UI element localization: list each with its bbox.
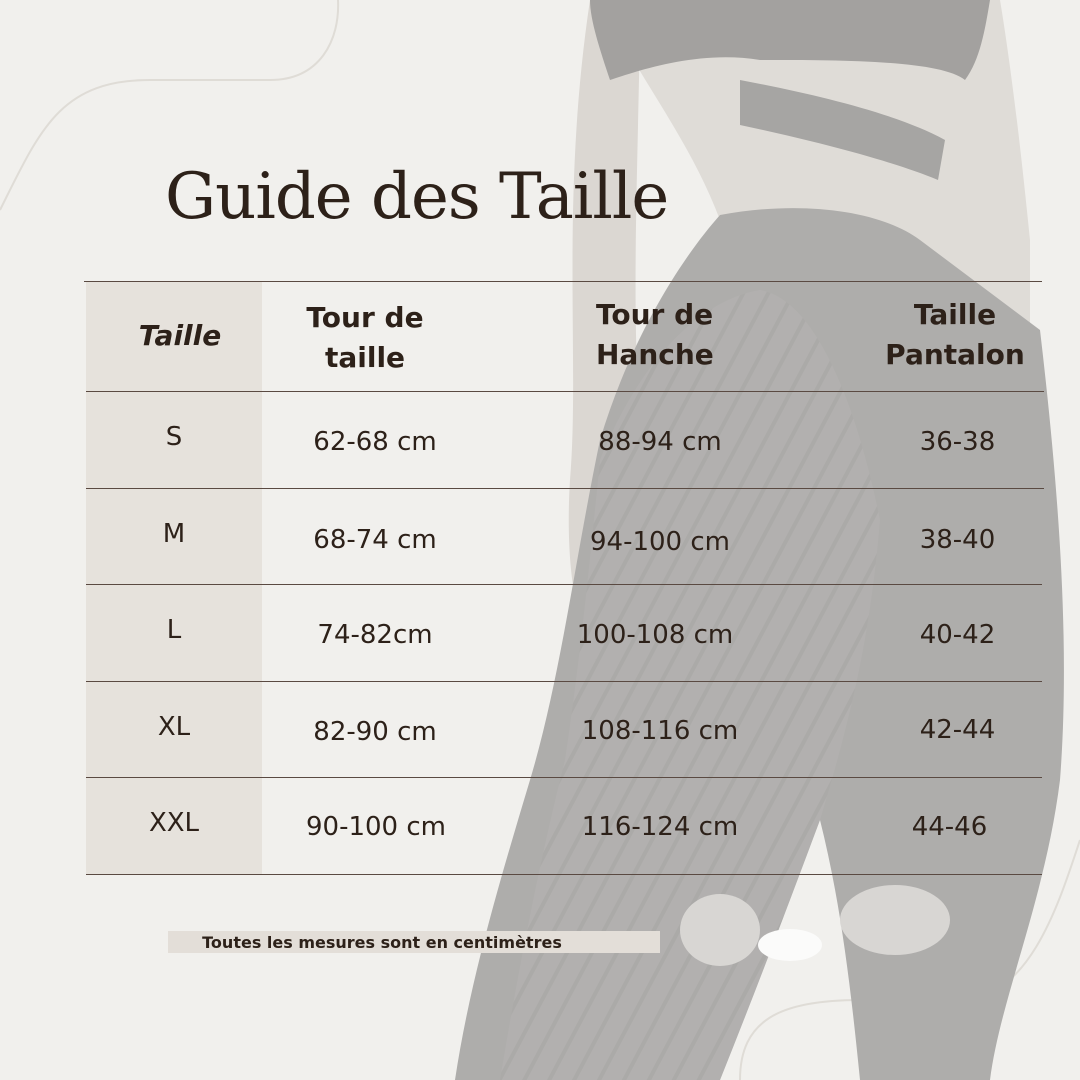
page-title: Guide des Taille (165, 160, 669, 234)
header-pants: Taille Pantalon (885, 298, 1025, 371)
cell-size: XXL (148, 808, 200, 838)
cell-hip: 94-100 cm (590, 527, 730, 557)
cell-hip: 108-116 cm (581, 716, 739, 746)
header-waist: Tour de taille (306, 301, 424, 374)
cell-pants: 44-46 (911, 812, 988, 842)
cell-size: S (165, 422, 183, 452)
cell-waist: 68-74 cm (313, 524, 437, 555)
cell-pants: 40-42 (919, 620, 996, 650)
header-size: Taille (138, 319, 222, 352)
cell-waist: 74-82cm (317, 620, 433, 650)
cell-waist: 62-68 cm (313, 427, 437, 457)
cell-waist: 90-100 cm (306, 812, 446, 842)
footnote: Toutes les mesures sont en centimètres (202, 932, 562, 952)
table-top-rule (84, 281, 1042, 282)
cell-size: L (166, 615, 182, 645)
header-hip: Tour de Hanche (596, 298, 714, 371)
cell-hip: 100-108 cm (576, 620, 734, 650)
cell-size: M (162, 518, 186, 549)
cell-pants: 38-40 (919, 524, 996, 555)
cell-hip: 116-124 cm (581, 812, 739, 842)
cell-waist: 82-90 cm (313, 717, 437, 747)
cell-pants: 42-44 (919, 715, 996, 745)
cell-pants: 36-38 (919, 427, 996, 457)
cell-hip: 88-94 cm (598, 427, 722, 457)
cell-size: XL (157, 711, 191, 742)
